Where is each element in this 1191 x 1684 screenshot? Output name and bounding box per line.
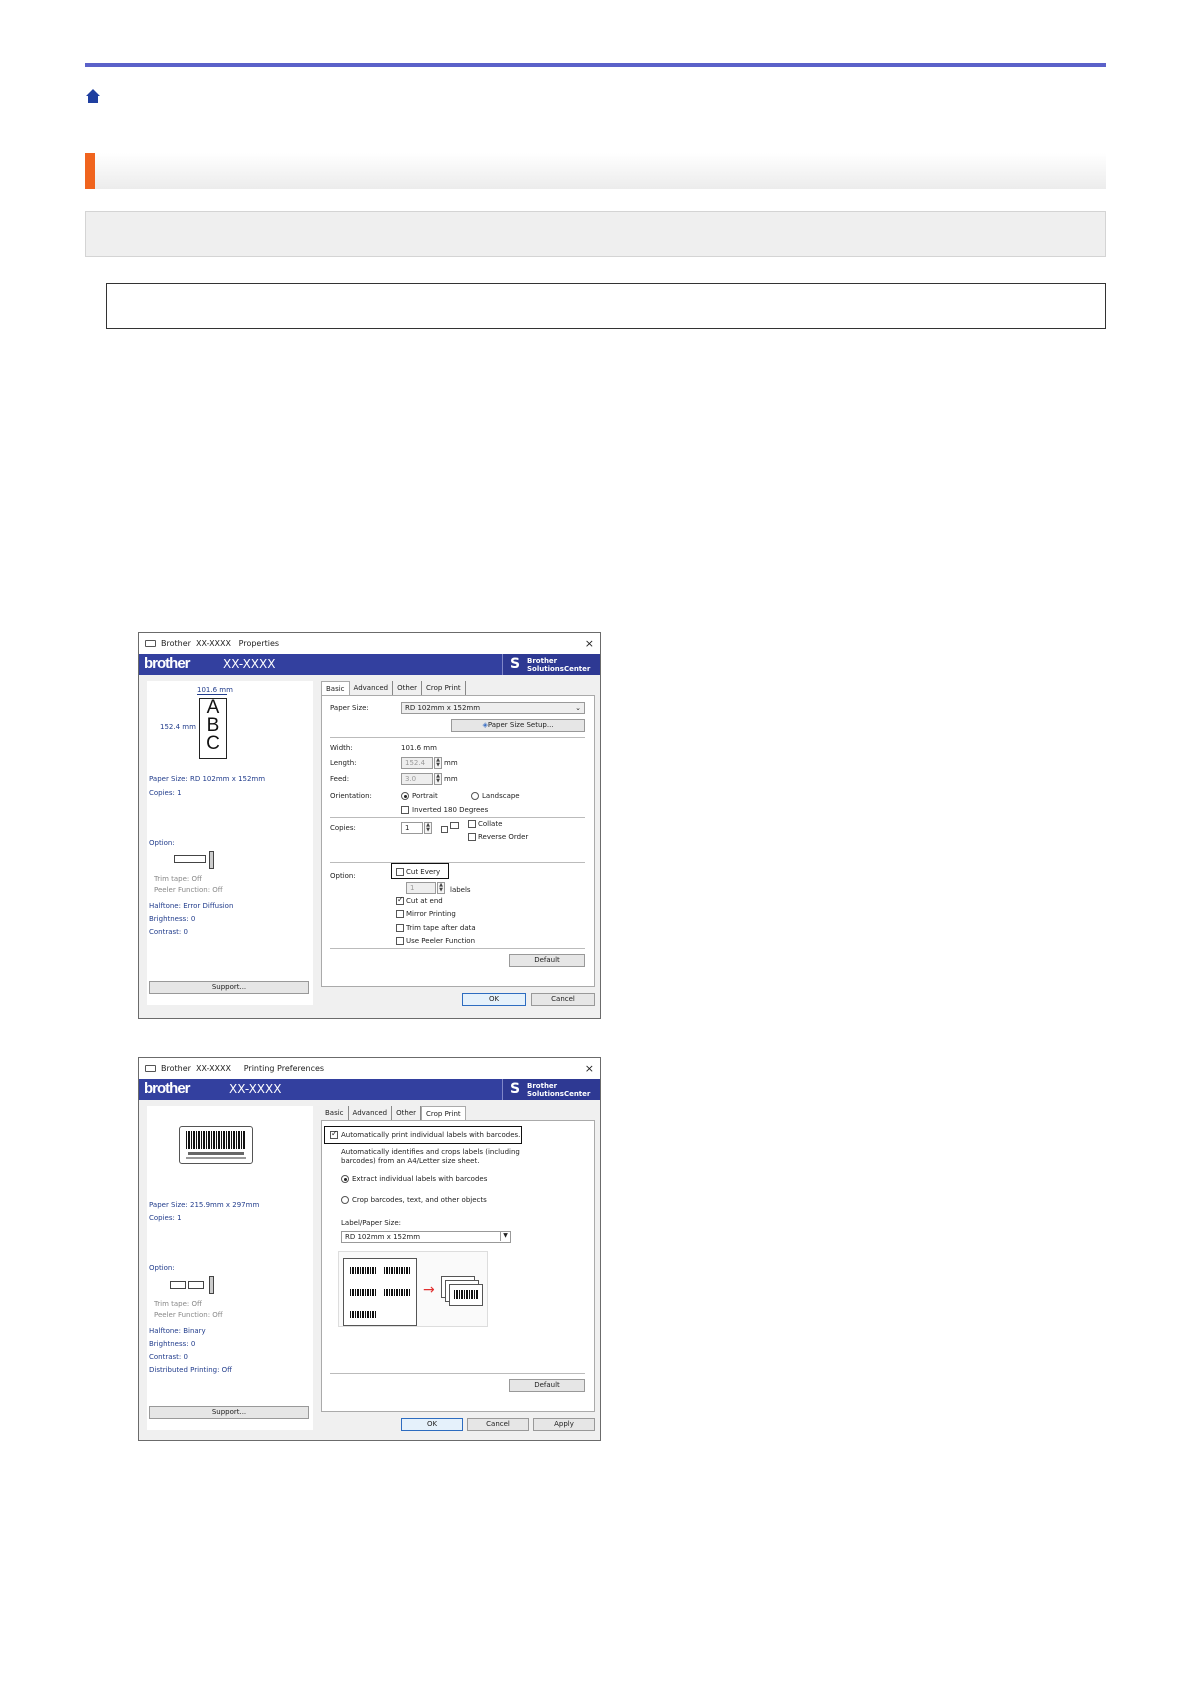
sc-line2: SolutionsCenter: [527, 665, 591, 673]
label-stack-illustration: [449, 1284, 483, 1306]
title-type: Properties: [238, 639, 280, 648]
cut-every-stepper[interactable]: ▲ ▼: [437, 882, 445, 894]
close-icon[interactable]: ×: [584, 1062, 594, 1075]
tab-advanced[interactable]: Advanced: [350, 681, 394, 695]
chevron-down-icon: ▼: [500, 1231, 510, 1241]
label-size-value: RD 102mm x 152mm: [345, 1233, 421, 1241]
portrait-radio[interactable]: [401, 792, 409, 800]
barcode-subtext: [186, 1157, 246, 1159]
summary-box: [85, 211, 1106, 257]
collate-checkbox[interactable]: [468, 820, 476, 828]
peeler-label: Use Peeler Function: [406, 937, 476, 945]
title-accent: [85, 153, 95, 189]
inverted-checkbox[interactable]: [401, 806, 409, 814]
title-model: XX-XXXX: [196, 639, 231, 648]
preview-letter-b: B: [206, 715, 220, 736]
preview-letter-a: A: [206, 697, 220, 718]
width-value: 101.6 mm: [401, 744, 437, 752]
paper-size-value: RD 102mm x 152mm: [405, 704, 481, 712]
label-size-select[interactable]: [341, 1231, 511, 1243]
title-model: XX-XXXX: [196, 1064, 231, 1073]
option-tape-icon: [174, 855, 206, 863]
top-rule: [85, 63, 1106, 67]
paper-size-select[interactable]: [401, 702, 585, 714]
summary-trim-tape: Trim tape: Off: [154, 1300, 202, 1308]
tab-crop-print[interactable]: Crop Print: [421, 1106, 466, 1120]
divider: [330, 817, 585, 818]
summary-contrast: Contrast: 0: [149, 928, 188, 936]
barcode-graphic: [186, 1131, 246, 1149]
summary-trim-tape: Trim tape: Off: [154, 875, 202, 883]
cutter-icon: [209, 1276, 214, 1294]
collate-icon: [441, 826, 448, 833]
auto-print-checkbox[interactable]: [330, 1131, 338, 1139]
option-label: Option:: [330, 872, 356, 880]
cut-at-end-label: Cut at end: [406, 897, 443, 905]
paper-size-setup-button[interactable]: [451, 719, 585, 732]
section-title-bar: [85, 153, 1106, 189]
tab-other[interactable]: Other: [392, 1106, 421, 1120]
labels-unit: labels: [450, 886, 471, 894]
summary-option: Option:: [149, 1264, 175, 1272]
crop-illustration: [338, 1251, 488, 1327]
support-button[interactable]: Support...: [149, 1406, 309, 1419]
length-unit: mm: [444, 759, 458, 767]
ok-button[interactable]: OK: [401, 1418, 463, 1431]
copies-stepper[interactable]: ▲ ▼: [424, 822, 432, 834]
solutions-center-icon: S: [510, 1081, 521, 1097]
brand-logo: brother: [144, 655, 190, 672]
apply-button[interactable]: Apply: [533, 1418, 595, 1431]
support-button[interactable]: Support...: [149, 981, 309, 994]
summary-halftone: Halftone: Error Diffusion: [149, 902, 234, 910]
summary-halftone: Halftone: Binary: [149, 1327, 206, 1335]
length-stepper[interactable]: ▲ ▼: [434, 757, 442, 769]
barcode-graphic: [350, 1311, 376, 1318]
option-tape-icon: [170, 1281, 186, 1289]
feed-input[interactable]: 3.0: [401, 773, 433, 785]
length-label: Length:: [330, 759, 357, 767]
summary-copies: Copies: 1: [149, 789, 182, 797]
barcode-graphic: [384, 1289, 410, 1296]
basic-panel: [321, 695, 595, 987]
divider: [330, 737, 585, 738]
tab-basic[interactable]: Basic: [321, 1106, 349, 1120]
feed-stepper[interactable]: ▲ ▼: [434, 773, 442, 785]
preview-letter-c: C: [206, 733, 220, 754]
preview-width: 101.6 mm: [197, 686, 233, 694]
ok-button[interactable]: OK: [462, 993, 526, 1006]
crop-radio[interactable]: [341, 1196, 349, 1204]
brand-logo: brother: [144, 1080, 190, 1097]
trim-tape-label: Trim tape after data: [406, 924, 476, 932]
width-dim-line: [197, 694, 227, 695]
extract-label: Extract individual labels with barcodes: [352, 1175, 488, 1183]
extract-radio[interactable]: [341, 1175, 349, 1183]
brand-banner: [139, 1079, 600, 1100]
cut-every-checkbox[interactable]: [396, 868, 404, 876]
cut-every-input[interactable]: 1: [406, 882, 436, 894]
trim-tape-checkbox[interactable]: [396, 924, 404, 932]
auto-print-label: Automatically print individual labels with barcodes.: [341, 1131, 521, 1139]
close-icon[interactable]: ×: [584, 637, 594, 650]
sc-line2: SolutionsCenter: [527, 1090, 591, 1098]
title-bar: [139, 1058, 600, 1079]
copies-label: Copies:: [330, 824, 356, 832]
divider: [330, 862, 585, 863]
printer-icon: [145, 640, 156, 647]
divider: [330, 1373, 585, 1374]
summary-pane: [147, 1106, 313, 1430]
properties-dialog: [138, 632, 601, 1019]
title-app: Brother: [161, 1064, 191, 1073]
barcode-graphic: [350, 1267, 376, 1274]
note-box: [106, 283, 1106, 329]
barcode-graphic: [454, 1290, 478, 1299]
tab-advanced[interactable]: Advanced: [349, 1106, 393, 1120]
summary-copies: Copies: 1: [149, 1214, 182, 1222]
chevron-down-icon: ⌄: [575, 704, 581, 712]
summary-paper-size: Paper Size: 215.9mm x 297mm: [149, 1201, 260, 1209]
reverse-order-label: Reverse Order: [478, 833, 529, 841]
crop-print-panel: [321, 1120, 595, 1412]
landscape-radio[interactable]: [471, 792, 479, 800]
mirror-checkbox[interactable]: [396, 910, 404, 918]
summary-paper-size: Paper Size: RD 102mm x 152mm: [149, 775, 266, 783]
peeler-checkbox[interactable]: [396, 937, 404, 945]
title-app: Brother: [161, 639, 191, 648]
cancel-button[interactable]: Cancel: [531, 993, 595, 1006]
barcode-graphic: [384, 1267, 410, 1274]
tab-bar: [321, 681, 466, 695]
summary-pane: [147, 681, 313, 1005]
option-tape-icon: [188, 1281, 204, 1289]
summary-peeler: Peeler Function: Off: [154, 1311, 223, 1319]
paper-size-label: Paper Size:: [330, 704, 369, 712]
barcode-graphic: [350, 1289, 376, 1296]
printing-preferences-dialog: [138, 1057, 601, 1441]
cancel-button[interactable]: Cancel: [467, 1418, 529, 1431]
label-preview: [199, 698, 227, 759]
default-button[interactable]: Default: [509, 954, 585, 967]
default-button[interactable]: Default: [509, 1379, 585, 1392]
paper-size-setup-label: Paper Size Setup...: [487, 721, 554, 729]
a4-sheet-illustration: [343, 1258, 417, 1326]
sc-line1: Brother: [527, 1082, 558, 1090]
banner-model: XX-XXXX: [223, 657, 276, 671]
summary-peeler: Peeler Function: Off: [154, 886, 223, 894]
collate-icon: [450, 822, 459, 829]
summary-distributed: Distributed Printing: Off: [149, 1366, 232, 1374]
title-type: Printing Preferences: [243, 1064, 325, 1073]
solutions-center-button[interactable]: [502, 1079, 600, 1100]
portrait-label: Portrait: [412, 792, 438, 800]
reverse-order-checkbox[interactable]: [468, 833, 476, 841]
tab-crop-print[interactable]: Crop Print: [422, 681, 466, 695]
printer-icon: [145, 1065, 156, 1072]
crop-label: Crop barcodes, text, and other objects: [352, 1196, 487, 1204]
cutter-icon: [209, 851, 214, 869]
home-icon[interactable]: [85, 88, 101, 104]
inverted-label: Inverted 180 Degrees: [412, 806, 489, 814]
feed-label: Feed:: [330, 775, 350, 783]
barcode-text: [188, 1152, 244, 1155]
landscape-label: Landscape: [482, 792, 520, 800]
width-label: Width:: [330, 744, 353, 752]
barcode-label-preview: [179, 1126, 253, 1164]
copies-input[interactable]: 1: [401, 822, 423, 834]
label-size-label: Label/Paper Size:: [341, 1219, 402, 1227]
banner-model: XX-XXXX: [229, 1082, 282, 1096]
cut-every-label: Cut Every: [406, 868, 441, 876]
title-bar: [139, 633, 600, 654]
summary-brightness: Brightness: 0: [149, 915, 196, 923]
arrow-right-icon: →: [423, 1282, 435, 1298]
tab-bar: [321, 1106, 466, 1120]
shield-icon: ◈: [482, 721, 488, 729]
solutions-center-button[interactable]: [502, 654, 600, 675]
solutions-center-icon: S: [510, 656, 521, 672]
divider: [330, 948, 585, 949]
collate-label: Collate: [478, 820, 503, 828]
crop-description: Automatically identifies and crops labels (including barcodes) from an A4/Letter size sheet.: [341, 1148, 520, 1165]
orientation-label: Orientation:: [330, 792, 372, 800]
sc-line1: Brother: [527, 657, 558, 665]
cut-at-end-checkbox[interactable]: [396, 897, 404, 905]
preview-height: 152.4 mm: [160, 723, 196, 731]
feed-unit: mm: [444, 775, 458, 783]
summary-contrast: Contrast: 0: [149, 1353, 188, 1361]
tab-basic[interactable]: Basic: [321, 681, 350, 695]
tab-other[interactable]: Other: [393, 681, 422, 695]
mirror-label: Mirror Printing: [406, 910, 456, 918]
brand-banner: [139, 654, 600, 675]
length-input[interactable]: 152.4: [401, 757, 433, 769]
summary-brightness: Brightness: 0: [149, 1340, 196, 1348]
summary-option: Option:: [149, 839, 175, 847]
